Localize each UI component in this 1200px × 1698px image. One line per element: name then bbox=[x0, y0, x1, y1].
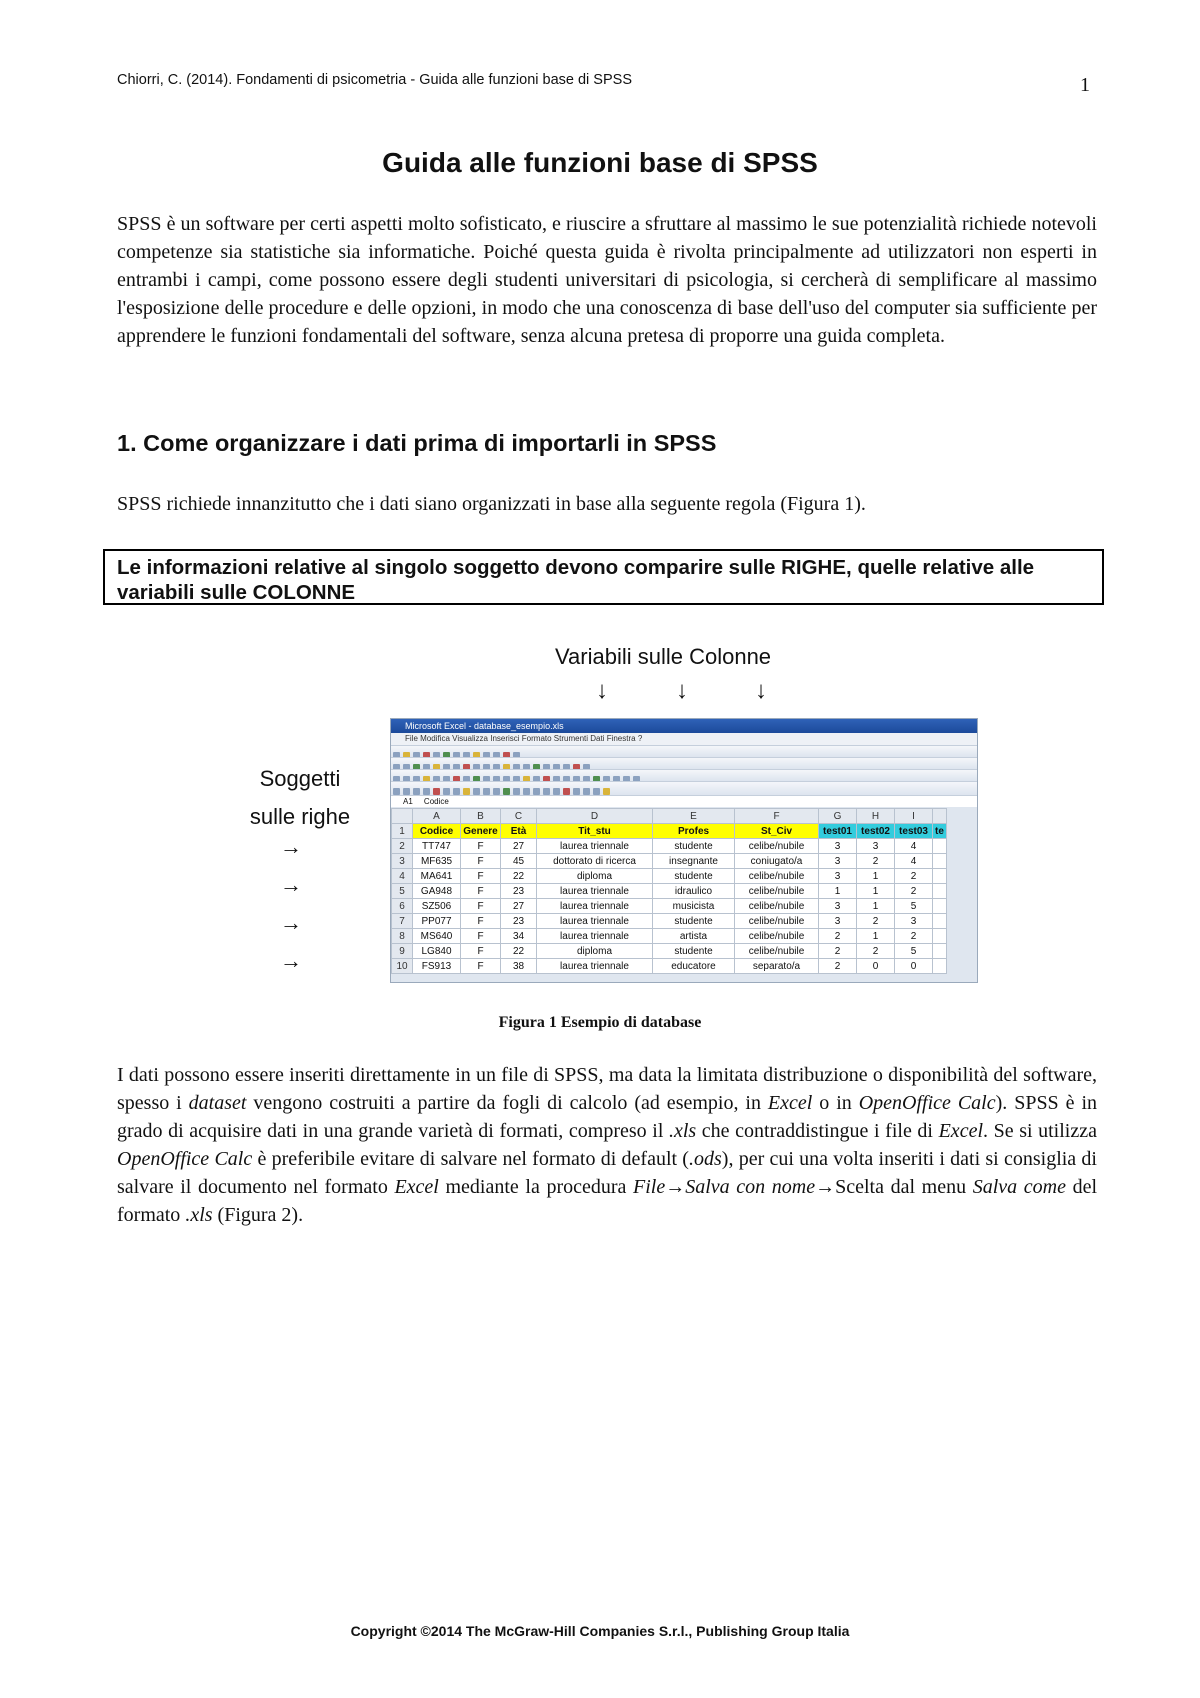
table-cell: studente bbox=[653, 944, 735, 959]
table-cell: F bbox=[461, 839, 501, 854]
p2-italic: Excel bbox=[938, 1120, 983, 1142]
rule-text-1: Le informazioni relative al singolo soggetto devono comparire sulle bbox=[117, 556, 782, 579]
table-cell: diploma bbox=[537, 944, 653, 959]
row-number: 2 bbox=[392, 839, 413, 854]
table-cell: coniugato/a bbox=[735, 854, 819, 869]
column-letter: D bbox=[537, 809, 653, 824]
column-letter: G bbox=[819, 809, 857, 824]
copyright-footer: Copyright ©2014 The McGraw-Hill Companies S.r.l., Publishing Group Italia bbox=[350, 1623, 850, 1639]
header-cell: Età bbox=[501, 824, 537, 839]
header-cell: test01 bbox=[819, 824, 857, 839]
table-cell: F bbox=[461, 854, 501, 869]
row-number: 5 bbox=[392, 884, 413, 899]
p2-italic: .ods bbox=[688, 1148, 722, 1170]
columns-label: Variabili sulle Colonne bbox=[555, 644, 772, 669]
table-cell: celibe/nubile bbox=[735, 914, 819, 929]
right-arrow-icon: → bbox=[280, 834, 302, 859]
row-number: 9 bbox=[392, 944, 413, 959]
column-letter: C bbox=[501, 809, 537, 824]
table-cell: 23 bbox=[501, 884, 537, 899]
table-cell: 3 bbox=[819, 869, 857, 884]
table-cell: MF635 bbox=[413, 854, 461, 869]
table-cell: 3 bbox=[819, 899, 857, 914]
table-cell: F bbox=[461, 929, 501, 944]
table-cell: celibe/nubile bbox=[735, 929, 819, 944]
table-row bbox=[392, 929, 947, 944]
column-letter: F bbox=[735, 809, 819, 824]
table-cell: F bbox=[461, 899, 501, 914]
table-cell: 38 bbox=[501, 959, 537, 974]
header-cell: Codice bbox=[413, 824, 461, 839]
table-cell bbox=[933, 944, 947, 959]
table-cell: 34 bbox=[501, 929, 537, 944]
table-cell: separato/a bbox=[735, 959, 819, 974]
row-number: 4 bbox=[392, 869, 413, 884]
down-arrow-icon: ↓ bbox=[676, 678, 688, 704]
page-title: Guida alle funzioni base di SPSS bbox=[382, 147, 818, 178]
p2-text: del formato bbox=[117, 1176, 1098, 1226]
table-cell: MA641 bbox=[413, 869, 461, 884]
table-cell: 4 bbox=[895, 854, 933, 869]
table-cell: laurea triennale bbox=[537, 929, 653, 944]
table-cell: 22 bbox=[501, 944, 537, 959]
table-cell: GA948 bbox=[413, 884, 461, 899]
table-cell: diploma bbox=[537, 869, 653, 884]
table-row bbox=[392, 914, 947, 929]
header-cell: test02 bbox=[857, 824, 895, 839]
rows-label-line2: sulle righe bbox=[249, 804, 351, 829]
table-cell: artista bbox=[653, 929, 735, 944]
table-cell: PP077 bbox=[413, 914, 461, 929]
rule-cols-word: COLONNE bbox=[252, 581, 356, 604]
table-cell: laurea triennale bbox=[537, 914, 653, 929]
p2-italic: Excel bbox=[767, 1092, 813, 1114]
table-cell: 1 bbox=[857, 869, 895, 884]
row-number: 8 bbox=[392, 929, 413, 944]
table-cell: studente bbox=[653, 914, 735, 929]
table-cell bbox=[933, 854, 947, 869]
table-cell: musicista bbox=[653, 899, 735, 914]
table-row bbox=[392, 899, 947, 914]
table-cell: 1 bbox=[819, 884, 857, 899]
running-header: Chiorri, C. (2014). Fondamenti di psicometria - Guida alle funzioni base di SPSS bbox=[117, 72, 632, 88]
p2-italic: OpenOffice Calc bbox=[117, 1148, 253, 1170]
table-cell: 2 bbox=[819, 944, 857, 959]
row-number: 7 bbox=[392, 914, 413, 929]
table-cell: 27 bbox=[501, 899, 537, 914]
table-cell: 2 bbox=[895, 869, 933, 884]
header-cell: Genere bbox=[461, 824, 501, 839]
table-cell: laurea triennale bbox=[537, 899, 653, 914]
header-cell: Profes bbox=[653, 824, 735, 839]
p2-text: I dati possono essere inseriti direttamente in un file di SPSS, ma data la limitata distribuzione o disponibilità del software, spesso i bbox=[117, 1064, 1097, 1114]
table-cell bbox=[933, 959, 947, 974]
p2-italic: Excel bbox=[394, 1176, 439, 1198]
table-cell: 3 bbox=[819, 839, 857, 854]
table-cell: 2 bbox=[857, 944, 895, 959]
p2-italic: Salva come bbox=[972, 1176, 1066, 1198]
table-cell: 1 bbox=[857, 899, 895, 914]
table-row bbox=[392, 854, 947, 869]
down-arrow-icon: ↓ bbox=[755, 678, 767, 704]
right-arrow-icon: → bbox=[280, 910, 302, 935]
rule-rows-word: RIGHE bbox=[781, 556, 847, 579]
p2-italic: File→Salva con nome→ bbox=[633, 1176, 836, 1198]
table-cell: 5 bbox=[895, 944, 933, 959]
p2-text: vengono costruiti a partire da fogli di calcolo (ad esempio, in bbox=[246, 1092, 768, 1114]
excel-title-bar: Microsoft Excel - database_esempio.xls bbox=[391, 719, 977, 733]
formula-bar bbox=[391, 795, 977, 807]
p2-text: ). SPSS è in grado di acquisire dati in una grande varietà di formati, compreso il bbox=[117, 1092, 1097, 1142]
table-cell bbox=[933, 929, 947, 944]
table-cell: 5 bbox=[895, 899, 933, 914]
table-cell: idraulico bbox=[653, 884, 735, 899]
table-row bbox=[392, 839, 947, 854]
table-cell: 1 bbox=[857, 884, 895, 899]
figure-caption: Figura 1 Esempio di database bbox=[498, 1014, 702, 1031]
table-cell: laurea triennale bbox=[537, 839, 653, 854]
p2-text: (Figura 2). bbox=[212, 1204, 304, 1226]
table-cell: F bbox=[461, 884, 501, 899]
table-cell: 2 bbox=[819, 929, 857, 944]
name-box: A1 bbox=[403, 797, 413, 806]
paragraph-2 bbox=[117, 1061, 1097, 1229]
table-cell bbox=[933, 839, 947, 854]
column-letter: A bbox=[413, 809, 461, 824]
p2-italic: .xls bbox=[668, 1120, 697, 1142]
table-cell: celibe/nubile bbox=[735, 884, 819, 899]
table-cell: 3 bbox=[819, 854, 857, 869]
table-cell: celibe/nubile bbox=[735, 944, 819, 959]
rule-box bbox=[103, 549, 1104, 605]
p2-text: mediante la procedura bbox=[438, 1176, 634, 1198]
table-row bbox=[392, 944, 947, 959]
table-cell: F bbox=[461, 914, 501, 929]
table-cell: 1 bbox=[857, 929, 895, 944]
table-cell: FS913 bbox=[413, 959, 461, 974]
down-arrow-icon: ↓ bbox=[596, 678, 608, 704]
row-number: 3 bbox=[392, 854, 413, 869]
table-cell: 0 bbox=[857, 959, 895, 974]
table-cell bbox=[933, 899, 947, 914]
table-cell: LG840 bbox=[413, 944, 461, 959]
p2-text: è preferibile evitare di salvare nel formato di default ( bbox=[252, 1148, 689, 1170]
header-cell: St_Civ bbox=[735, 824, 819, 839]
table-cell: 23 bbox=[501, 914, 537, 929]
table-cell bbox=[933, 869, 947, 884]
rule-intro-text: SPSS richiede innanzitutto che i dati siano organizzati in base alla seguente regola (Figura 1). bbox=[117, 493, 866, 515]
table-cell: MS640 bbox=[413, 929, 461, 944]
p2-text: . Se si utilizza bbox=[983, 1120, 1097, 1142]
table-cell: celibe/nubile bbox=[735, 899, 819, 914]
table-row bbox=[392, 959, 947, 974]
table-row bbox=[392, 884, 947, 899]
table-cell: 3 bbox=[857, 839, 895, 854]
table-cell: SZ506 bbox=[413, 899, 461, 914]
p2-text: che contraddistingue i file di bbox=[696, 1120, 939, 1142]
table-cell: studente bbox=[653, 839, 735, 854]
page-number: 1 bbox=[1080, 74, 1090, 96]
table-cell: 45 bbox=[501, 854, 537, 869]
table-cell: 2 bbox=[895, 929, 933, 944]
table-cell: TT747 bbox=[413, 839, 461, 854]
rows-label-line1: Soggetti bbox=[259, 766, 341, 791]
table-cell: educatore bbox=[653, 959, 735, 974]
p2-italic: OpenOffice Calc bbox=[858, 1092, 996, 1114]
column-letter: I bbox=[895, 809, 933, 824]
table-cell: 0 bbox=[895, 959, 933, 974]
section-1-heading: 1. Come organizzare i dati prima di importarli in SPSS bbox=[117, 430, 717, 456]
header-cell: te bbox=[933, 824, 947, 839]
header-cell: test03 bbox=[895, 824, 933, 839]
table-cell: celibe/nubile bbox=[735, 869, 819, 884]
table-cell: F bbox=[461, 959, 501, 974]
spreadsheet-grid bbox=[391, 808, 947, 974]
p2-text: o in bbox=[812, 1092, 859, 1114]
table-cell bbox=[933, 914, 947, 929]
table-cell: 2 bbox=[819, 959, 857, 974]
table-cell: 3 bbox=[895, 914, 933, 929]
spreadsheet-screenshot bbox=[390, 718, 978, 983]
table-cell: 2 bbox=[857, 854, 895, 869]
table-cell: F bbox=[461, 944, 501, 959]
rule-text-2: , quelle relative alle variabili sulle bbox=[117, 556, 1035, 604]
right-arrow-icon: → bbox=[280, 948, 302, 973]
table-cell: 27 bbox=[501, 839, 537, 854]
excel-menu-bar: File Modifica Visualizza Inserisci Formato Strumenti Dati Finestra ? bbox=[391, 733, 977, 745]
p2-italic: .xls bbox=[185, 1204, 213, 1226]
excel-toolbar bbox=[391, 781, 977, 796]
table-cell: 2 bbox=[895, 884, 933, 899]
table-cell: studente bbox=[653, 869, 735, 884]
table-cell: 22 bbox=[501, 869, 537, 884]
table-cell: celibe/nubile bbox=[735, 839, 819, 854]
table-cell: laurea triennale bbox=[537, 884, 653, 899]
table-cell: 4 bbox=[895, 839, 933, 854]
column-letter: H bbox=[857, 809, 895, 824]
table-cell: dottorato di ricerca bbox=[537, 854, 653, 869]
p2-italic: dataset bbox=[188, 1092, 247, 1114]
p2-text: ), per cui una volta inseriti i dati si consiglia di salvare il documento nel formato bbox=[117, 1148, 1097, 1198]
column-letter: E bbox=[653, 809, 735, 824]
table-cell bbox=[933, 884, 947, 899]
p2-text: Scelta dal menu bbox=[835, 1176, 973, 1198]
row-number: 10 bbox=[392, 959, 413, 974]
header-cell: Tit_stu bbox=[537, 824, 653, 839]
column-letters-row bbox=[392, 809, 947, 824]
table-cell: laurea triennale bbox=[537, 959, 653, 974]
intro-paragraph: SPSS è un software per certi aspetti molto sofisticato, e riuscire a sfruttare al massimo le sue potenzialità richiede notevoli competenze sia statistiche sia informatiche. Poiché questa guida è rivolta principalmente ad utilizzatori non esperti in entrambi i campi, come possono essere degli studenti universitari di psicologia, si cercherà di semplificare al massimo l'esposizione delle procedure e delle opzioni, in modo che una conoscenza di base dell'uso del computer sia sufficiente per apprendere le funzioni fondamentali del software, senza alcuna pretesa di proporre una guida completa. bbox=[117, 213, 1097, 347]
formula-value: Codice bbox=[423, 797, 449, 806]
table-cell: insegnante bbox=[653, 854, 735, 869]
row-number: 6 bbox=[392, 899, 413, 914]
row-number: 1 bbox=[392, 824, 413, 839]
right-arrow-icon: → bbox=[280, 872, 302, 897]
header-row bbox=[392, 824, 947, 839]
rows-label bbox=[240, 760, 360, 836]
table-cell: 3 bbox=[819, 914, 857, 929]
table-row bbox=[392, 869, 947, 884]
column-letter bbox=[933, 809, 947, 824]
table-cell: 2 bbox=[857, 914, 895, 929]
corner-cell bbox=[392, 809, 413, 824]
column-letter: B bbox=[461, 809, 501, 824]
table-cell: F bbox=[461, 869, 501, 884]
